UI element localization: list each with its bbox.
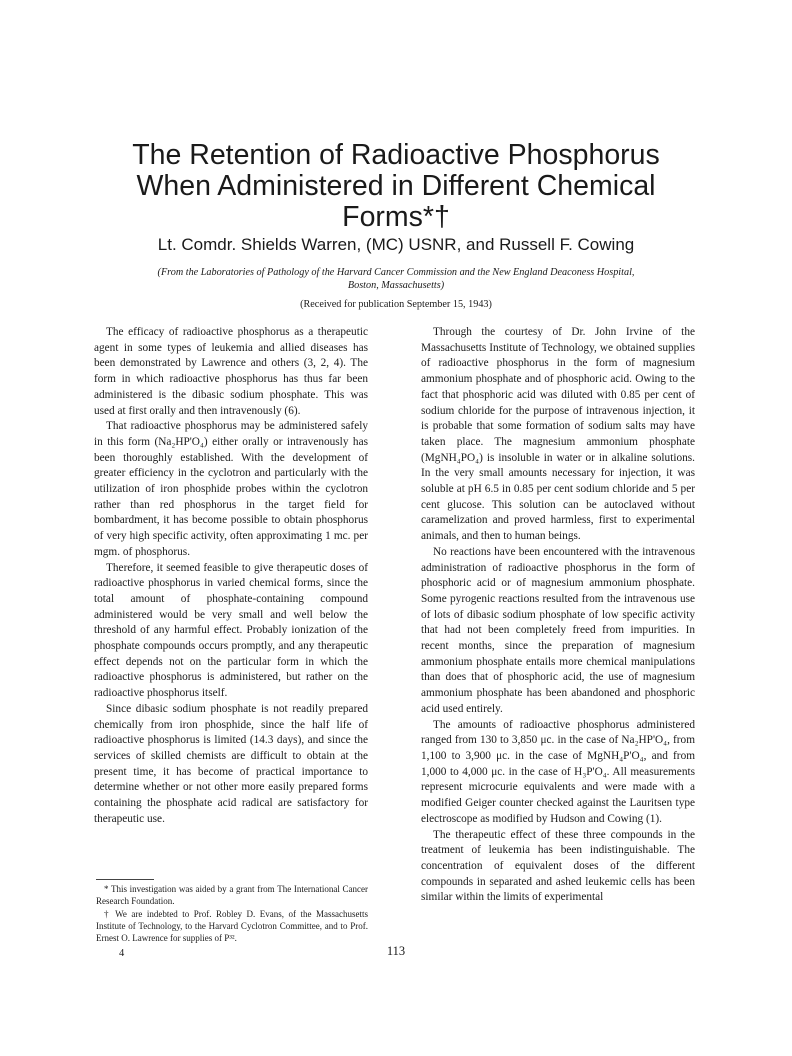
paragraph: That radioactive phosphorus may be administered safely in this form (Na₂HP'O₄) either orally or intravenously has been thoroughly established. With the development of greater efficiency in the cyclotron and particularly with the utilization of iron phosphide probes within the cyclotron rather than red phosphorus in the target field for bombardment, it has become possible to obtain phosphorus of very high specific activity, often approximating 1 mc. per mgm. of phosphorus. <box>94 420 368 558</box>
article-title: The Retention of Radioactive Phosphorus When Administered in Different Chemical Forms*† <box>132 139 660 233</box>
affiliation: (From the Laboratories of Pathology of the Harvard Cancer Commission and the New England Deaconess Hospital, Boston, Massachusetts) <box>157 267 635 291</box>
right-column <box>421 325 695 906</box>
paragraph: The amounts of radioactive phosphorus administered ranged from 130 to 3,850 μc. in the case of Na₂HP'O₄, from 1,100 to 3,900 μc. in the case of MgNH₄P'O₄, and from 1,000 to 4,000 μc. in the case of H₃P'O₄. All measurements represent microcurie equivalents and were made with a modified Geiger counter checked against the Lauritsen type electroscope as modified by Hudson and Cowing (1). <box>421 718 695 825</box>
paragraph: The efficacy of radioactive phosphorus as a therapeutic agent in some types of leukemia and allied diseases has been demonstrated by Lawrence and others (3, 2, 4). The form in which radioactive phosphorus has thus far been administered is the dibasic sodium phosphate. This was used at first orally and then intravenously (6). <box>94 326 368 417</box>
footnote-divider <box>96 879 154 880</box>
footnote: † We are indebted to Prof. Robley D. Evans, of the Massachusetts Institute of Technology, to the Harvard Cyclotron Committee, and to Prof. Ernest O. Lawrence for supplies of P³². <box>96 908 368 944</box>
footnotes <box>96 883 368 944</box>
folio-mark: 4 <box>119 948 125 959</box>
paragraph: Therefore, it seemed feasible to give therapeutic doses of radioactive phosphorus in varied chemical forms, since the total amount of phosphate-containing compound administered would be very small and well below the threshold of any harmful effect. Probably ionization of the phosphate compounds occurs promptly, and any therapeutic effect depends not on the particular form in which the radioactive phosphorus is administered, but rather on the radioactive phosphorus itself. <box>94 561 368 700</box>
page-number: 113 <box>386 944 406 958</box>
left-column <box>94 325 368 828</box>
paragraph: Through the courtesy of Dr. John Irvine of the Massachusetts Institute of Technology, we obtained supplies of radioactive phosphorus in the form of magnesium ammonium phosphate and of phosphoric acid. Owing to the fact that phosphoric acid was diluted with 0.85 per cent of sodium chloride for the purpose of intravenous injection, it is probable that some formation of sodium salts may have taken place. The magnesium ammonium phosphate (MgNH₄PO₄) is insoluble in water or in alkaline solutions. In the very small amounts necessary for injection, it was soluble at pH 6.5 in 0.85 per cent sodium chloride and 5 per cent glucose. This solution can be autoclaved without caramelization and proved harmless, first to experimental animals, and then to human beings. <box>421 326 695 543</box>
paragraph: The therapeutic effect of these three compounds in the treatment of leukemia has been indistinguishable. The concentration of equivalent doses of the different compounds in separated and ashed leukemic cells has been similar within the limits of experimental <box>421 828 695 904</box>
paragraph: No reactions have been encountered with the intravenous administration of radioactive phosphorus in the form of phosphoric acid or of magnesium ammonium phosphate. Some pyrogenic reactions resulted from the intravenous use of lots of dibasic sodium phosphate of low specific activity that had not been completely freed from impurities. In recent months, since the preparation of magnesium ammonium phosphate entails more chemical manipulations than does that of phosphoric acid, the use of magnesium ammonium phosphate has been abandoned and phosphoric acid used entirely. <box>421 545 695 715</box>
author-line: Lt. Comdr. Shields Warren, (MC) USNR, and Russell F. Cowing <box>157 235 635 254</box>
paragraph: Since dibasic sodium phosphate is not readily prepared chemically from iron phosphide, since the half life of radioactive phosphorus is limited (14.3 days), and since the services of skilled chemists are difficult to obtain at the present time, it has become of practical importance to determine whether or not other more easily prepared forms containing the phosphate acid radical are satisfactory for therapeutic use. <box>94 702 368 825</box>
received-date: (Received for publication September 15, 1943) <box>300 299 492 310</box>
footnote: * This investigation was aided by a grant from The International Cancer Research Foundation. <box>96 884 368 907</box>
